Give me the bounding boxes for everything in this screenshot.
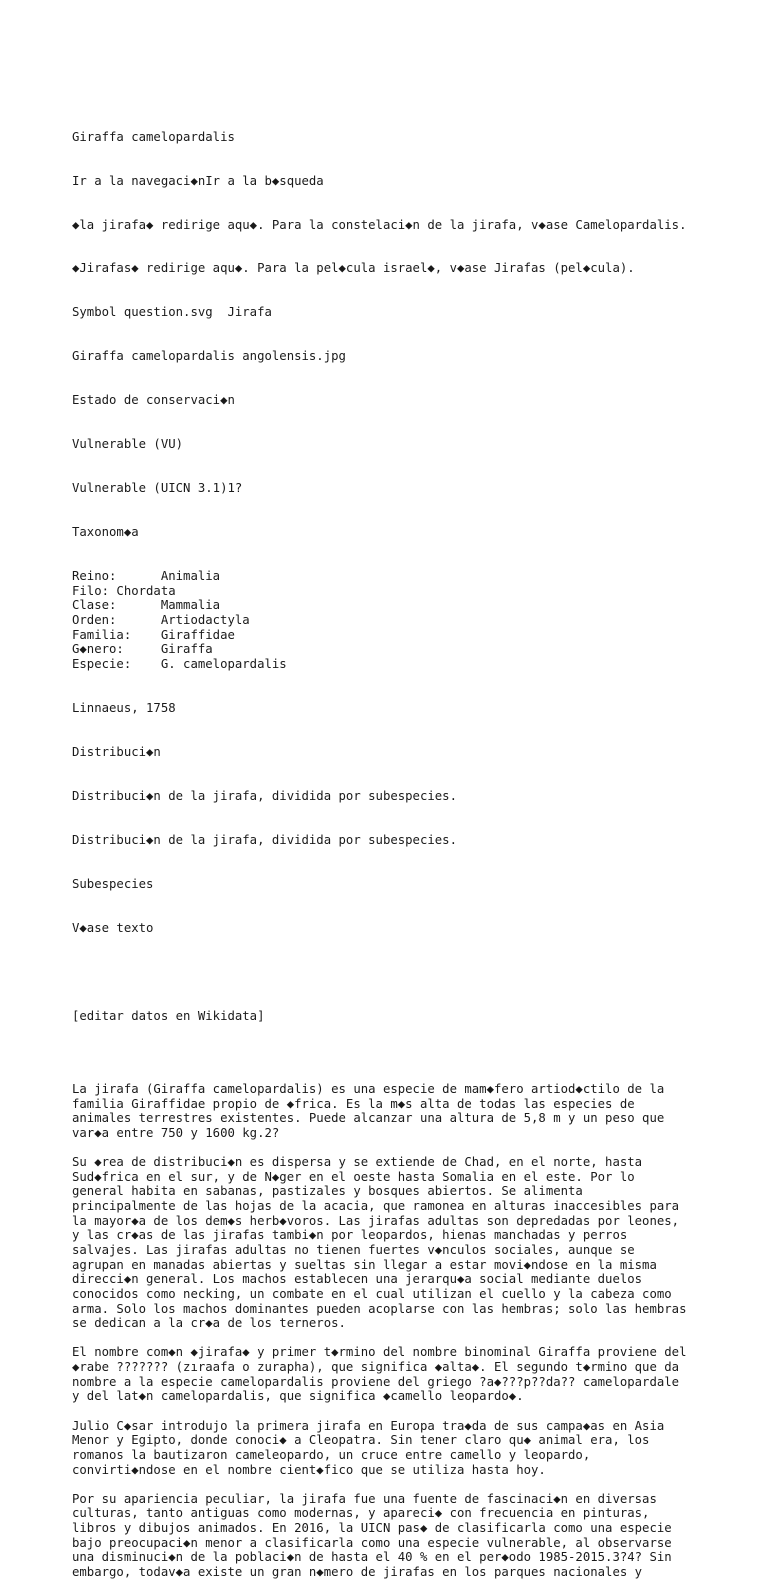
blank-line [72,1140,762,1155]
taxonomy-row [72,613,762,628]
paragraph-line: Sud◆frica en el sur, y de N◆ger en el oeste hasta Somalia en el este. Por lo [72,1169,635,1184]
paragraph-line: nombre a la especie camelopardalis proviene del griego ?a◆???p??da?? camelopardale [72,1374,680,1389]
taxonomy-row [72,598,762,613]
taxonomy-row [72,642,762,657]
paragraph-line: la mayor◆a de los dem◆s herb◆voros. Las jirafas adultas son depredadas por leones, [72,1213,680,1228]
blank-line [72,965,762,980]
paragraph-line: direcci◆n general. Los machos establecen una jerarqu◆a social mediante duelos [72,1272,643,1287]
paragraph-line: romanos la bautizaron cameleopardo, un cruce entre camello y leopardo, [72,1447,591,1462]
paragraph-line: embargo, todav◆a existe un gran n◆mero de jirafas en los parques nacionales y [72,1565,643,1580]
taxonomy-label: Reino: [72,569,117,584]
paragraph [72,1345,762,1404]
taxonomy-row [72,628,762,643]
paragraph-line: arma. Solo los machos dominantes pueden acoplarse con las hembras; solo las hembras [72,1301,687,1316]
distribution-caption: Distribuci◆n de la jirafa, dividida por subespecies. [72,832,457,847]
paragraph-line: Por su apariencia peculiar, la jirafa fue una fuente de fascinaci◆n en diversas [72,1491,657,1506]
blank-line [72,1404,762,1419]
symbol-caption: Symbol question.svg Jirafa [72,305,272,320]
taxonomy-row [72,569,762,584]
conservation-heading: Estado de conservaci◆n [72,393,235,408]
paragraph-line: general habita en sabanas, pastizales y bosques abiertos. Se alimenta [72,1184,583,1199]
paragraph [72,1419,762,1478]
paragraph-line: libros y dibujos animados. En 2016, la UICN pas◆ de clasificarla como una especie [72,1521,672,1536]
taxonomy-value: Giraffidae [160,627,235,642]
subspecies-value: V◆ase texto [72,920,154,935]
redirect-note: ◆la jirafa◆ redirige aqu◆. Para la constelaci◆n de la jirafa, v◆ase Camelopardalis. [72,217,687,232]
taxonomy-heading: Taxonom◆a [72,525,139,540]
taxonomy-value: Mammalia [160,598,221,613]
taxonomy-authority: Linnaeus, 1758 [72,700,176,715]
paragraph-line: Menor y Egipto, donde conoci◆ a Cleopatra. Sin tener claro qu◆ animal era, los [72,1433,650,1448]
navigation-links: Ir a la navegaci◆nIr a la b◆squeda [72,173,324,188]
taxonomy-label: G◆nero: [72,642,124,657]
paragraph [72,1492,762,1580]
paragraph-line: agrupan en manadas abiertas y sueltas sin llegar a estar movi◆ndose en la misma [72,1257,657,1272]
paragraph-line: Su ◆rea de distribuci◆n es dispersa y se extiende de Chad, en el norte, hasta [72,1155,643,1170]
distribution-caption: Distribuci◆n de la jirafa, dividida por subespecies. [72,788,457,803]
paragraph-line: var◆a entre 750 y 1600 kg.2? [72,1125,280,1140]
paragraph-line: salvajes. Las jirafas adultas no tienen fuertes v◆nculos sociales, aunque se [72,1242,635,1257]
conservation-reference: Vulnerable (UICN 3.1)1? [72,481,243,496]
taxonomy-label: Orden: [72,613,117,628]
taxonomy-label: Familia: [72,627,132,642]
image-filename: Giraffa camelopardalis angolensis.jpg [72,349,346,364]
taxonomy-label: Filo: Chordata [72,583,176,598]
taxonomy-row [72,584,762,599]
distribution-heading: Distribuci◆n [72,744,161,759]
article-title: Giraffa camelopardalis [72,129,235,144]
taxonomy-value: G. camelopardalis [160,657,287,671]
taxonomy-table [72,569,762,671]
taxonomy-row [72,657,762,672]
taxonomy-label: Clase: [72,598,117,613]
taxonomy-value: Giraffa [160,642,213,657]
redirect-note: ◆Jirafas◆ redirige aqu◆. Para la pel◆cula israel◆, v◆ase Jirafas (pel◆cula). [72,261,635,276]
paragraph-line: conocidos como necking, un combate en el cual utilizan el cuello y la cabeza como [72,1286,672,1301]
taxonomy-value: Animalia [160,569,221,584]
paragraph [72,1082,762,1141]
conservation-status: Vulnerable (VU) [72,437,184,452]
paragraph-line: convirti◆ndose en el nombre cient◆fico que se utiliza hasta hoy. [72,1462,546,1477]
blank-line [72,1477,762,1492]
blank-line [72,1331,762,1346]
paragraph-line: una disminuci◆n de la poblaci◆n de hasta el 40 % en el per◆odo 1985-2015.3?4? Sin [72,1550,672,1565]
paragraph-line: ◆rabe ??????? (zıraafa o zurapha), que significa ◆alta◆. El segundo t◆rmino que da [72,1360,680,1375]
paragraph-line: y las cr◆as de las jirafas tambi◆n por leopardos, hienas manchadas y perros [72,1228,628,1243]
taxonomy-value: Artiodactyla [160,613,250,628]
paragraph-line: y del lat◆n camelopardalis, que significa ◆camello leopardo◆. [72,1389,524,1404]
subspecies-heading: Subespecies [72,876,154,891]
edit-wikidata-link[interactable]: [editar datos en Wikidata] [72,1008,265,1023]
paragraph-line: El nombre com◆n ◆jirafa◆ y primer t◆rmino del nombre binominal Giraffa proviene del [72,1345,687,1360]
paragraph-line: Julio C◆sar introdujo la primera jirafa en Europa tra◆da de sus campa◆as en Asia [72,1418,665,1433]
paragraph-line: culturas, tanto antiguas como modernas, y apareci◆ con frecuencia en pinturas, [72,1506,650,1521]
paragraph-line: animales terrestres existentes. Puede alcanzar una altura de 5,8 m y un peso que [72,1111,665,1126]
paragraph-line: se dedican a la cr◆a de los terneros. [72,1316,346,1331]
article-body [72,1082,762,1580]
paragraph [72,1155,762,1331]
document-page [72,71,762,1594]
paragraph-line: bajo preocupaci◆n menor a clasificarla como una especie vulnerable, al observarse [72,1535,672,1550]
paragraph-line: principalmente de las hojas de la acacia, que ramonea en alturas inaccesibles para [72,1199,680,1214]
infobox [72,100,762,1052]
taxonomy-label: Especie: [72,657,132,671]
paragraph-line: familia Giraffidae propio de ◆frica. Es la m◆s alta de todas las especies de [72,1096,635,1111]
paragraph-line: La jirafa (Giraffa camelopardalis) es una especie de mam◆fero artiod◆ctilo de la [72,1081,665,1096]
